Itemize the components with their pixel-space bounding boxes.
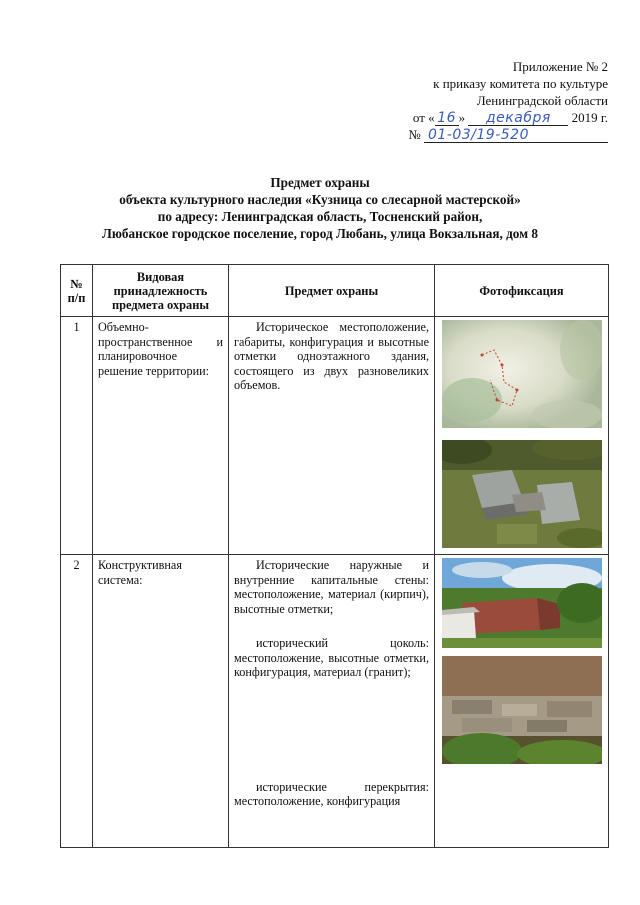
title-line-3: по адресу: Ленинградская область, Тосненский район, bbox=[157, 209, 483, 224]
row-photos bbox=[435, 317, 609, 555]
subject-paragraph: исторический цоколь: местоположение, высотные отметки, конфигурация, материал (гранит); bbox=[234, 636, 429, 679]
row-num: 1 bbox=[61, 317, 93, 555]
document-title bbox=[0, 174, 640, 242]
subject-paragraph: Историческое местоположение, габариты, конфигурация и высотные отметки одноэтажного здания, состоящего из двух разновеликих объемов. bbox=[234, 320, 429, 392]
brick-wall-photo bbox=[442, 558, 602, 648]
number-prefix: № bbox=[408, 127, 421, 142]
row-subject bbox=[229, 555, 435, 848]
appendix-region-line: Ленинградской области bbox=[476, 93, 608, 108]
protection-subject-table bbox=[60, 264, 609, 848]
appendix-header bbox=[308, 58, 608, 143]
title-line-2: объекта культурного наследия «Кузница со слесарной мастерской» bbox=[119, 192, 521, 207]
table-row bbox=[61, 317, 609, 555]
appendix-number-line bbox=[308, 126, 608, 143]
header-photo: Фотофиксация bbox=[435, 265, 609, 317]
subject-paragraph: Исторические наружные и внутренние капитальные стены: местоположение, материал (кирпич), высотные отметки; bbox=[234, 558, 429, 616]
order-number: 01-03/19-520 bbox=[424, 128, 608, 143]
row-photos bbox=[435, 555, 609, 848]
row-subject bbox=[229, 317, 435, 555]
date-mid: » bbox=[458, 110, 466, 125]
row-type: Объемно-пространственное и планировочное решение территории: bbox=[93, 317, 229, 555]
row-type: Конструктивная система: bbox=[93, 555, 229, 848]
date-month: декабря bbox=[468, 111, 568, 126]
aerial-map-photo bbox=[442, 320, 602, 428]
table-header-row bbox=[61, 265, 609, 317]
appendix-date-line bbox=[308, 109, 608, 126]
building-roof-photo bbox=[442, 440, 602, 548]
appendix-title: Приложение № 2 bbox=[512, 59, 608, 74]
granite-plinth-photo bbox=[442, 656, 602, 764]
header-type: Видовая принадлежность предмета охраны bbox=[93, 265, 229, 317]
title-line-1: Предмет охраны bbox=[270, 175, 370, 190]
header-num: № п/п bbox=[61, 265, 93, 317]
title-line-4: Любанское городское поселение, город Любань, улица Вокзальная, дом 8 bbox=[102, 226, 538, 241]
subject-paragraph: исторические перекрытия: местоположение, конфигурация bbox=[234, 779, 429, 808]
appendix-order-line: к приказу комитета по культуре bbox=[433, 76, 608, 91]
date-day: 16 bbox=[435, 111, 459, 126]
date-year: 2019 г. bbox=[571, 110, 608, 125]
table-row bbox=[61, 555, 609, 848]
date-prefix: от « bbox=[412, 110, 435, 125]
row-num: 2 bbox=[61, 555, 93, 848]
header-subject: Предмет охраны bbox=[229, 265, 435, 317]
